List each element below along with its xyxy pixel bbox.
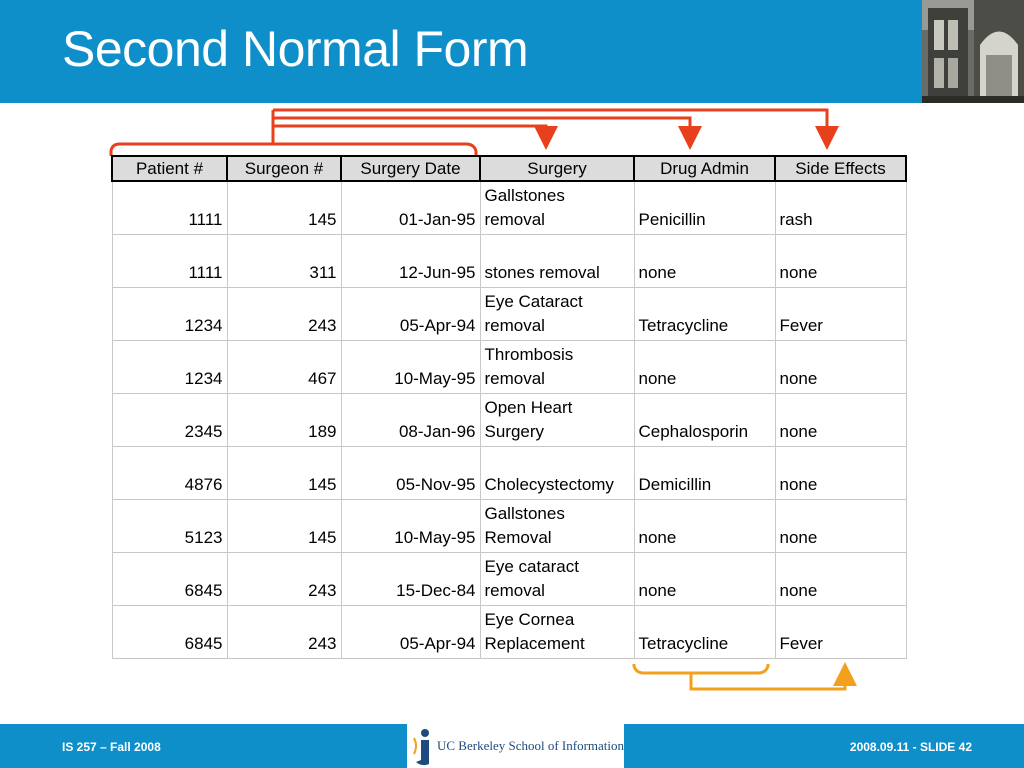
cell-drug: Demicillin	[634, 447, 775, 500]
table-row	[112, 500, 906, 553]
cell-effects: none	[775, 235, 906, 288]
column-header-drug-admin: Drug Admin	[634, 156, 775, 181]
cell-date: 08-Jan-96	[341, 394, 480, 447]
cell-surgeon: 145	[227, 447, 341, 500]
table-row	[112, 235, 906, 288]
cell-surgeon: 189	[227, 394, 341, 447]
cell-patient: 1234	[112, 288, 227, 341]
cell-drug: Cephalosporin	[634, 394, 775, 447]
cell-drug: none	[634, 341, 775, 394]
cell-surgeon: 311	[227, 235, 341, 288]
cell-effects: rash	[775, 181, 906, 235]
cell-date: 10-May-95	[341, 500, 480, 553]
table-row	[112, 341, 906, 394]
drug-bracket	[634, 664, 768, 673]
column-header-patient: Patient #	[112, 156, 227, 181]
logo-text: UC Berkeley School of Information	[437, 738, 625, 753]
cell-effects: Fever	[775, 606, 906, 659]
table-row	[112, 181, 906, 235]
cell-date: 05-Apr-94	[341, 288, 480, 341]
table-row	[112, 447, 906, 500]
cell-drug: Tetracycline	[634, 606, 775, 659]
cell-surgeon: 145	[227, 500, 341, 553]
cell-surgery: Eye Cornea Replacement	[480, 606, 634, 659]
cell-surgeon: 243	[227, 553, 341, 606]
cell-effects: none	[775, 500, 906, 553]
cell-effects: none	[775, 553, 906, 606]
table-row	[112, 288, 906, 341]
cell-patient: 5123	[112, 500, 227, 553]
drug-to-side-effects-arrow	[691, 673, 845, 689]
ischool-i-icon	[412, 724, 434, 768]
cell-effects: none	[775, 394, 906, 447]
cell-surgeon: 243	[227, 606, 341, 659]
cell-patient: 2345	[112, 394, 227, 447]
cell-patient: 1234	[112, 341, 227, 394]
column-header-surgeon: Surgeon #	[227, 156, 341, 181]
cell-surgeon: 243	[227, 288, 341, 341]
cell-surgery: stones removal	[480, 235, 634, 288]
table-row	[112, 553, 906, 606]
cell-drug: none	[634, 235, 775, 288]
cell-surgery: Eye cataract removal	[480, 553, 634, 606]
cell-date: 05-Apr-94	[341, 606, 480, 659]
cell-date: 05-Nov-95	[341, 447, 480, 500]
school-logo	[407, 724, 624, 768]
course-label: IS 257 – Fall 2008	[62, 740, 161, 754]
cell-patient: 1111	[112, 235, 227, 288]
cell-patient: 6845	[112, 553, 227, 606]
cell-effects: none	[775, 341, 906, 394]
cell-date: 15-Dec-84	[341, 553, 480, 606]
table-header-row	[112, 156, 906, 181]
cell-surgery: Gallstones removal	[480, 181, 634, 235]
column-header-surgery: Surgery	[480, 156, 634, 181]
cell-effects: Fever	[775, 288, 906, 341]
cell-surgery: Open Heart Surgery	[480, 394, 634, 447]
cell-drug: none	[634, 500, 775, 553]
table-row	[112, 606, 906, 659]
key-to-surgery-arrow	[273, 126, 546, 138]
cell-surgery: Thrombosis removal	[480, 341, 634, 394]
cell-effects: none	[775, 447, 906, 500]
cell-drug: Tetracycline	[634, 288, 775, 341]
surgery-table	[111, 155, 907, 659]
cell-patient: 6845	[112, 606, 227, 659]
key-to-drug-admin-arrow	[273, 118, 690, 138]
cell-surgery: Eye Cataract removal	[480, 288, 634, 341]
cell-patient: 4876	[112, 447, 227, 500]
cell-date: 12-Jun-95	[341, 235, 480, 288]
cell-date: 10-May-95	[341, 341, 480, 394]
cell-drug: Penicillin	[634, 181, 775, 235]
cell-surgeon: 145	[227, 181, 341, 235]
key-to-side-effects-arrow	[273, 110, 827, 138]
cell-surgery: Gallstones Removal	[480, 500, 634, 553]
slide-number: 2008.09.11 - SLIDE 42	[849, 740, 972, 754]
cell-patient: 1111	[112, 181, 227, 235]
slide-title: Second Normal Form	[62, 21, 529, 77]
cell-drug: none	[634, 553, 775, 606]
cell-surgery: Cholecystectomy	[480, 447, 634, 500]
column-header-side-effects: Side Effects	[775, 156, 906, 181]
cell-surgeon: 467	[227, 341, 341, 394]
cell-date: 01-Jan-95	[341, 181, 480, 235]
column-header-surgery-date: Surgery Date	[341, 156, 480, 181]
table-row	[112, 394, 906, 447]
